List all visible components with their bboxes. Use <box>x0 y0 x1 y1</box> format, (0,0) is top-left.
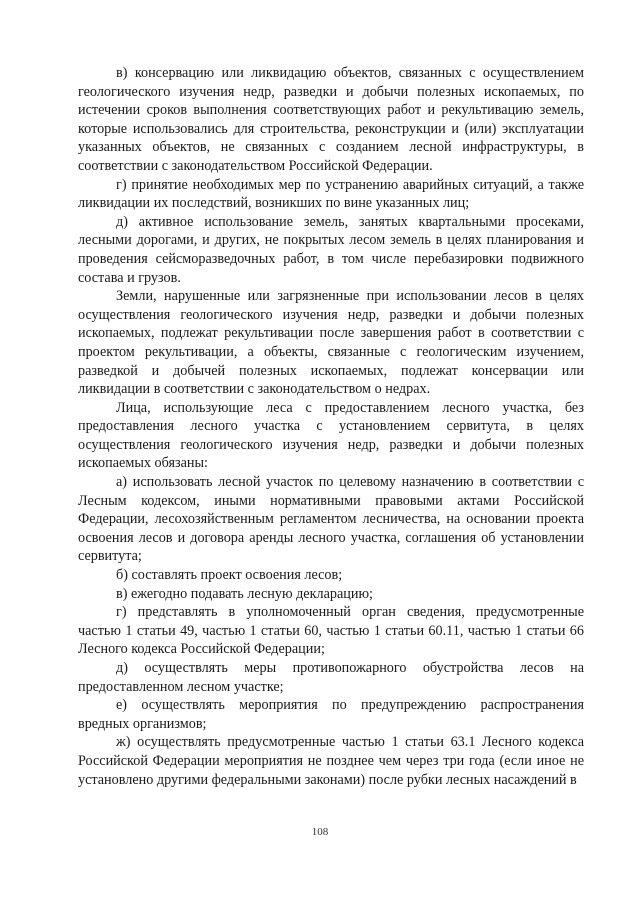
paragraph-g-emergency: г) принятие необходимых мер по устранению аварийных ситуаций, а также ликвидации их последствий, возникших по вине указанных лиц; <box>78 176 584 212</box>
paragraph-obligations-intro: Лица, использующие леса с предоставлением лесного участка, без предоставления лесного участка с установлением сервитута, в целях осуществления геологического изучения недр, разведки и добычи полезных ископаемых обязаны: <box>78 399 584 472</box>
paragraph-zh-reforestation: ж) осуществлять предусмотренные частью 1 статьи 63.1 Лесного кодекса Российской Федерации мероприятия не позднее чем через три года (если иное не установлено другими федеральными законами) после рубки лесных насаждений в <box>78 734 584 788</box>
paragraph-reclamation: Земли, нарушенные или загрязненные при использовании лесов в целях осуществления геологического изучения недр, разведки и добычи полезных ископаемых, подлежат рекультивации после завершения работ в соответствии с проектом рекультивации, а объекты, связанные с геологическим изучением, разведкой и добычей полезных ископаемых, подлежат консервации или ликвидации в соответствии с законодательством о недрах. <box>78 288 584 398</box>
paragraph-a-use-plot: а) использовать лесной участок по целевому назначению в соответствии с Лесным кодексом, иными нормативными правовыми актами Российской Федерации, лесохозяйственным регламентом лесничества, на основании проекта освоения лесов и договора аренды лесного участка, соглашения об установлении сервитута; <box>78 474 584 565</box>
paragraph-v-declaration: в) ежегодно подавать лесную декларацию; <box>116 585 373 602</box>
document-body <box>78 64 584 789</box>
page-number: 108 <box>311 826 329 838</box>
paragraph-e-pest-control: е) осуществлять мероприятия по предупреждению распространения вредных организмов; <box>78 697 584 732</box>
paragraph-d-fire-measures: д) осуществлять меры противопожарного обустройства лесов на предоставленном лесном участке; <box>78 660 584 695</box>
paragraph-g-reporting: г) представлять в уполномоченный орган сведения, предусмотренные частью 1 статьи 49, частью 1 статьи 60, частью 1 статьи 60.11, частью 1 статьи 66 Лесного кодекса Российской Федерации; <box>78 604 584 658</box>
paragraph-b-project: б) составлять проект освоения лесов; <box>116 567 343 584</box>
paragraph-d-land-use: д) активное использование земель, занятых квартальными просеками, лесными дорогами, и других, не покрытых лесом земель в целях планирования и проведения сейсморазведочных работ, в том числе перебазировки подвижного состава и грузов. <box>78 213 584 286</box>
paragraph-v-conservation: в) консервацию или ликвидацию объектов, связанных с осуществлением геологического изучения недр, разведки и добычи полезных ископаемых, по истечении сроков выполнения соответствующих работ и рекультивацию земель, которые использовались для строительства, реконструкции и (или) эксплуатации указанных объектов, не связанных с созданием лесной инфраструктуры, в соответствии с законодательством Российской Федерации. <box>78 65 584 174</box>
